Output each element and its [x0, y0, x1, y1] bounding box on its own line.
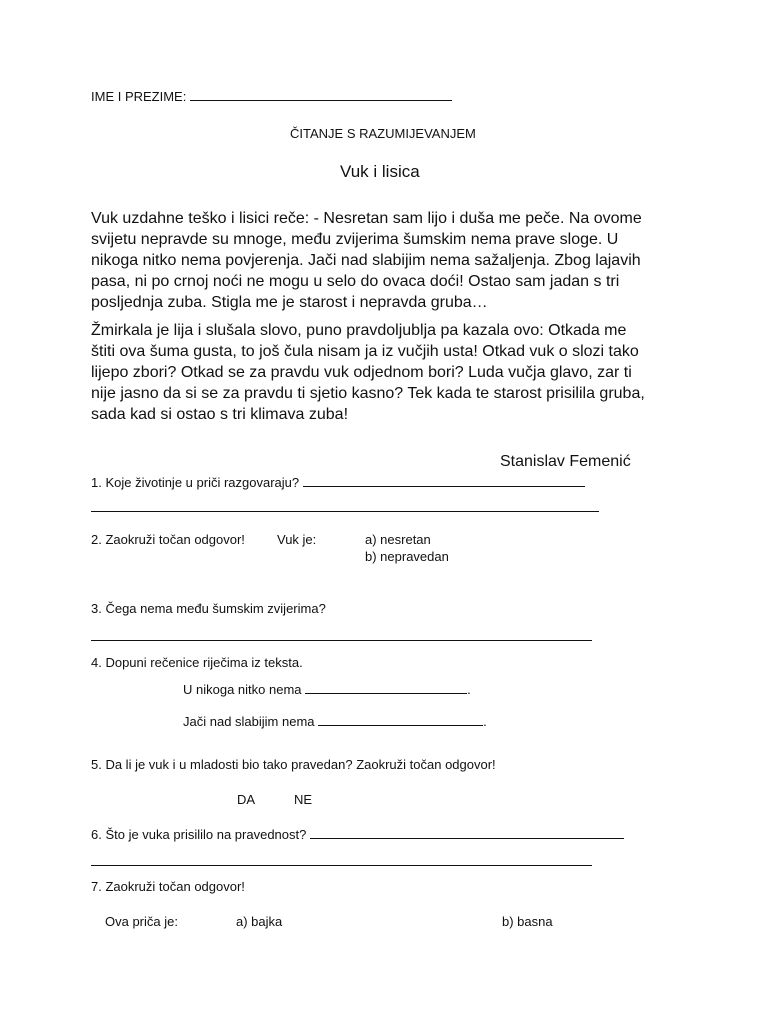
question-1-answer-line-2[interactable]: [91, 511, 599, 512]
story-paragraph-2: Žmirkala je lija i slušala slovo, puno pravdoljublja pa kazala ovo: Otkada me štiti ova šuma gusta, to još čula nisam ja iz vučjih usta! Otkad vuk o slozi tako lijepo zbori? Otkad se za pravdu vuk odjednom bori? Luda vučja glavo, zar ti nije jasno da si se za pravdu ti sjetio kasno? Tek kada te starost prisilila gruba, sada kad si ostao s tri klimava zuba!: [91, 322, 645, 423]
question-3-answer-line[interactable]: [91, 640, 592, 641]
question-4-sentence-1-blank[interactable]: [305, 681, 467, 694]
question-4-sentence-1: [183, 681, 471, 697]
question-5-text: 5. Da li je vuk i u mladosti bio tako pravedan? Zaokruži točan odgovor!: [91, 757, 496, 772]
question-4-sentence-1-period: .: [467, 682, 471, 697]
question-2-text: 2. Zaokruži točan odgovor!: [91, 532, 245, 547]
question-2-option-b[interactable]: b) nepravedan: [365, 549, 449, 564]
question-7-text: 7. Zaokruži točan odgovor!: [91, 879, 245, 894]
question-4-sentence-2: [183, 713, 487, 729]
name-answer-line[interactable]: [190, 88, 452, 101]
question-2-stem: Vuk je:: [277, 532, 317, 547]
question-1-text: 1. Koje životinje u priči razgovaraju?: [91, 475, 300, 490]
question-5-option-no[interactable]: NE: [294, 792, 313, 807]
question-4-sentence-2-text: Jači nad slabijim nema: [183, 714, 315, 729]
question-6-answer-line-2[interactable]: [91, 865, 592, 866]
story-paragraph-1: Vuk uzdahne teško i lisici reče: - Nesretan sam lijo i duša me peče. Na ovome svijetu nepravde su mnoge, među zvijerima šumskim nema prave sloge. U nikoga nitko nema povjerenja. Jači nad slabijim nema sažaljenja. Zbog lajavih pasa, ni po crnoj noći ne mogu u selo do ovaca doći! Ostao sam jadan s tri posljednja zuba. Stigla me je starost i nepravda gruba…: [91, 210, 642, 311]
author: Stanislav Femenić: [500, 453, 631, 470]
question-4-sentence-2-blank[interactable]: [318, 713, 483, 726]
question-1: [91, 474, 585, 490]
question-1-answer-line[interactable]: [303, 474, 585, 487]
question-4-sentence-2-period: .: [483, 714, 487, 729]
name-label: IME I PREZIME:: [91, 89, 187, 104]
question-2-option-a[interactable]: a) nesretan: [365, 532, 431, 547]
question-7-option-a[interactable]: a) bajka: [236, 914, 283, 929]
name-field[interactable]: [91, 88, 452, 104]
question-5-option-yes[interactable]: DA: [237, 792, 256, 807]
question-4-sentence-1-text: U nikoga nitko nema: [183, 682, 302, 697]
question-6-answer-line[interactable]: [310, 826, 624, 839]
question-6-text: 6. Što je vuka prisililo na pravednost?: [91, 827, 307, 842]
question-7-option-b[interactable]: b) basna: [502, 914, 553, 929]
story-title: Vuk i lisica: [340, 162, 420, 181]
question-6: [91, 826, 624, 842]
section-title: ČITANJE S RAZUMIJEVANJEM: [290, 126, 476, 141]
question-4-text: 4. Dopuni rečenice riječima iz teksta.: [91, 655, 303, 670]
question-3-text: 3. Čega nema među šumskim zvijerima?: [91, 601, 326, 616]
question-7-stem: Ova priča je:: [105, 914, 178, 929]
